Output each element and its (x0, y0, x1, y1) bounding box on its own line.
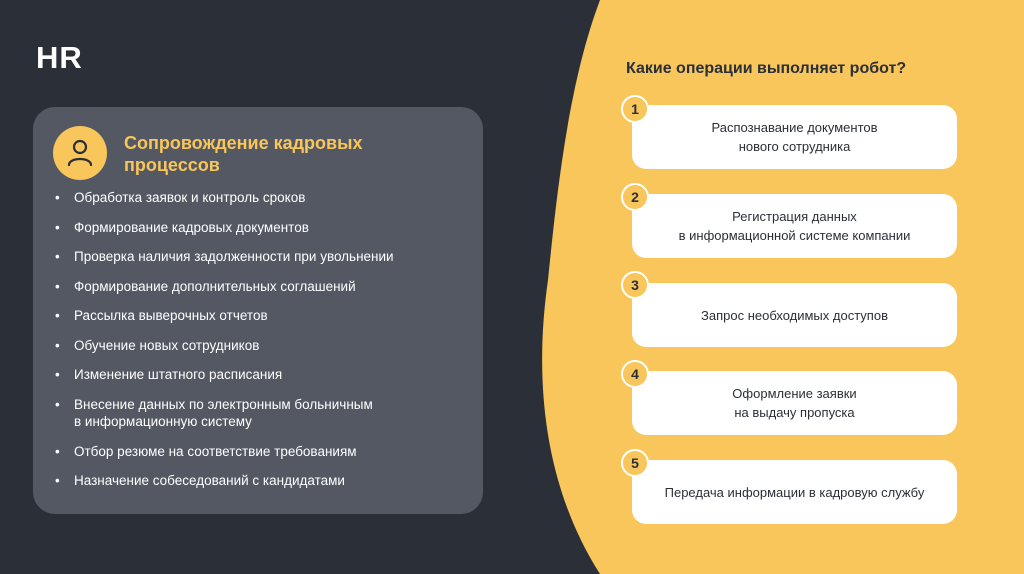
list-item (55, 189, 475, 207)
list-item-text: Внесение данных по электронным больничным в информационную систему (74, 396, 373, 429)
operation-card-2: Регистрация данных в информационной системе компании (632, 194, 957, 258)
operation-card-1: Распознавание документов нового сотрудника (632, 105, 957, 169)
list-item (55, 219, 475, 237)
list-item-text: Назначение собеседований с кандидатами (74, 473, 345, 488)
list-item-text: Обработка заявок и контроль сроков (74, 190, 306, 205)
list-item (55, 396, 475, 431)
list-item-text: Обучение новых сотрудников (74, 337, 260, 353)
list-item-text: Формирование кадровых документов (74, 219, 309, 235)
list-item-text: Формирование дополнительных соглашений (74, 278, 356, 294)
card-title: Сопровождение кадровых процессов (124, 133, 363, 175)
list-item-text: Проверка наличия задолженности при увольнении (74, 249, 394, 264)
step-badge-2: 2 (621, 183, 649, 211)
operation-card-5: Передача информации в кадровую службу (632, 460, 957, 524)
operation-card-4: Оформление заявки на выдачу пропуска (632, 371, 957, 435)
list-item (55, 443, 475, 461)
step-badge-5: 5 (621, 449, 649, 477)
hr-logo: HR (36, 40, 83, 75)
operations-title: Какие операции выполняет робот? (626, 60, 907, 77)
list-item-text: Изменение штатного расписания (74, 367, 283, 382)
list-item (55, 366, 475, 384)
list-item (55, 472, 475, 490)
list-item-text: Отбор резюме на соответствие требованиям (74, 443, 357, 459)
step-badge-3: 3 (621, 271, 649, 299)
list-item (55, 337, 475, 355)
operation-card-3: Запрос необходимых доступов (632, 283, 957, 347)
step-badge-1: 1 (621, 95, 649, 123)
list-item (55, 278, 475, 296)
list-item (55, 248, 475, 266)
task-list (55, 189, 475, 502)
list-item-text: Рассылка выверочных отчетов (74, 308, 268, 323)
person-icon (53, 126, 107, 180)
list-item (55, 307, 475, 325)
hr-processes-card (33, 107, 483, 514)
step-badge-4: 4 (621, 360, 649, 388)
